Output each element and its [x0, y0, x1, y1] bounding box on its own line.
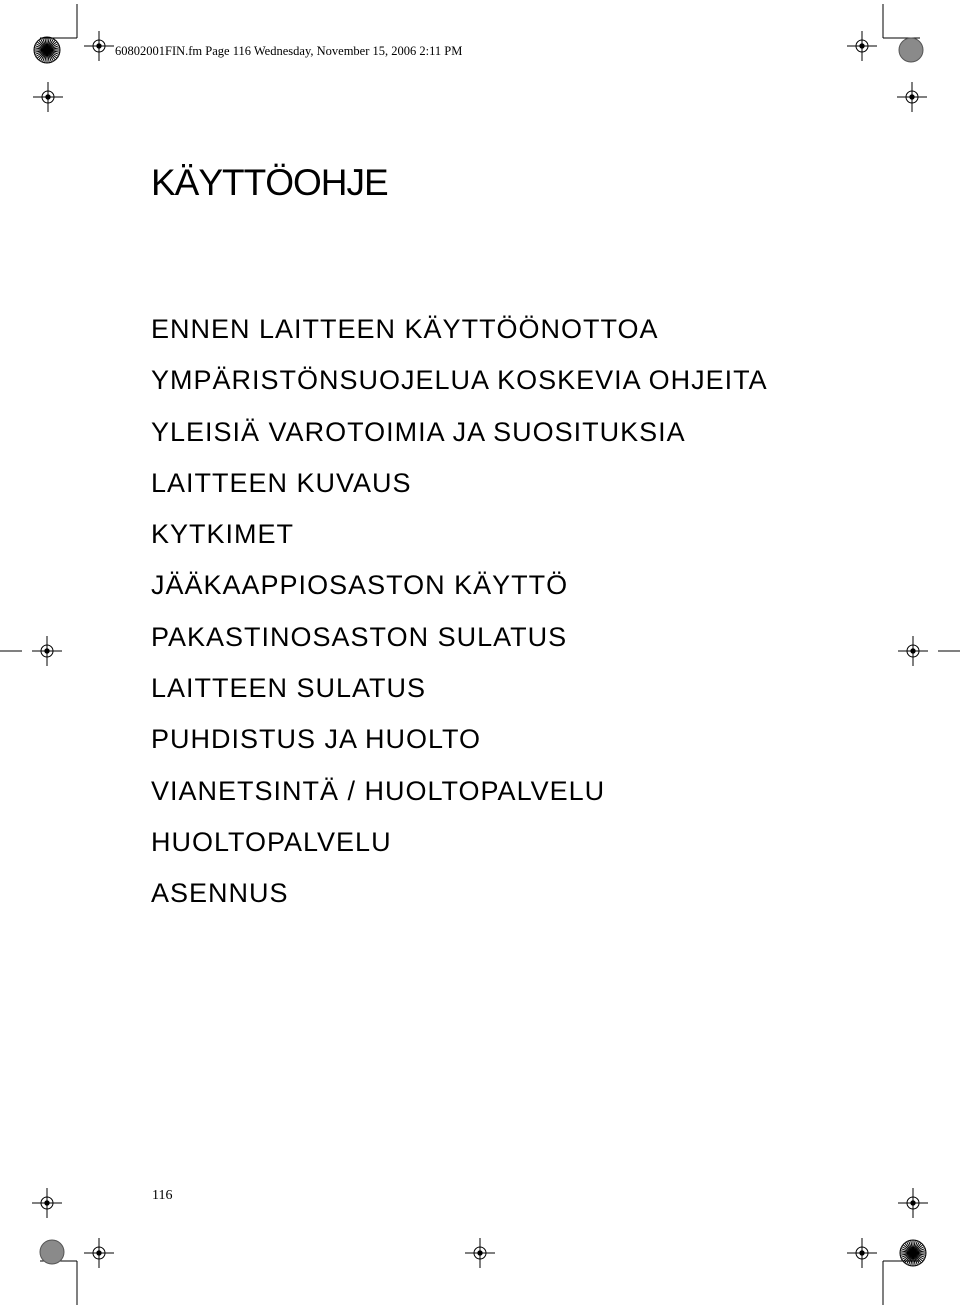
toc-item: JÄÄKAAPPIOSASTON KÄYTTÖ [151, 570, 569, 601]
toc-item: LAITTEEN KUVAUS [151, 467, 412, 498]
toc-item: KYTKIMET [151, 519, 295, 550]
table-of-contents [151, 312, 768, 928]
page-number: 116 [152, 1188, 173, 1203]
toc-item: PAKASTINOSASTON SULATUS [151, 621, 568, 652]
toc-item: HUOLTOPALVELU [151, 826, 392, 857]
toc-item: YLEISIÄ VAROTOIMIA JA SUOSITUKSIA [151, 416, 686, 447]
toc-item: ENNEN LAITTEEN KÄYTTÖÖNOTTOA [151, 314, 659, 344]
gray-registration-dot-icon [899, 38, 923, 62]
toc-item: YMPÄRISTÖNSUOJELUA KOSKEVIA OHJEITA [151, 365, 768, 396]
gray-registration-dot-icon [40, 1240, 64, 1264]
toc-item: PUHDISTUS JA HUOLTO [151, 724, 482, 755]
toc-item: ASENNUS [151, 878, 289, 909]
toc-item: VIANETSINTÄ / HUOLTOPALVELU [151, 775, 606, 806]
print-header: 60802001FIN.fm Page 116 Wednesday, November 15, 2006 2:11 PM [115, 44, 463, 58]
toc-item: LAITTEEN SULATUS [151, 673, 427, 704]
page-title: KÄYTTÖOHJE [151, 162, 388, 203]
